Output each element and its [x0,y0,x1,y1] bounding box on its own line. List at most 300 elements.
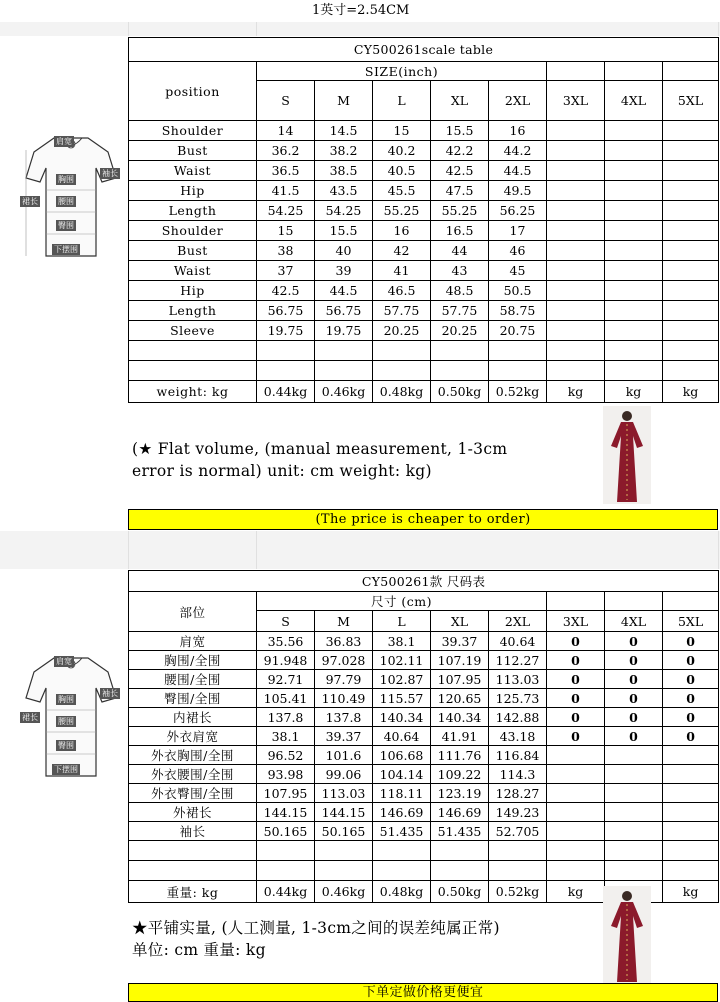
inch-note-line2: error is normal) unit: cm weight: kg) [132,462,432,480]
cm-note [132,917,602,961]
measurement-value: 57.75 [373,301,431,321]
measurement-value: 44.2 [489,141,547,161]
measurement-value: 19.75 [315,321,373,341]
model-photo-inch [603,406,651,504]
measurement-value: 56.25 [489,201,547,221]
measurement-label: 外衣胸围/全围 [129,746,257,765]
measurement-value: 140.34 [373,708,431,727]
measurement-value: 38.1 [373,632,431,651]
measurement-row [129,301,719,321]
measurement-value: 0 [605,651,663,670]
measurement-value: 109.22 [431,765,489,784]
measurement-value: 123.19 [431,784,489,803]
measurement-value: 48.5 [431,281,489,301]
measurement-value: 113.03 [489,670,547,689]
measurement-value [663,784,719,803]
measurement-value: 105.41 [257,689,315,708]
measurement-value: 104.14 [373,765,431,784]
measurement-value: 49.5 [489,181,547,201]
measurement-value: 39 [315,261,373,281]
measurement-value [663,241,719,261]
cm-note-line2: 单位: cm 重量: kg [132,941,266,959]
measurement-label: 袖长 [129,822,257,841]
measurement-value [547,161,605,181]
measurement-value: 137.8 [315,708,373,727]
sketch-label-hip: 臀围 [58,221,74,230]
inch-note-line1: (★ Flat volume, (manual measurement, 1-3cm [132,440,508,458]
measurement-value [547,241,605,261]
measurement-value: 40.64 [373,727,431,746]
measurement-value: 41.91 [431,727,489,746]
measurement-row [129,689,719,708]
measurement-row [129,201,719,221]
measurement-value [663,301,719,321]
measurement-value [605,221,663,241]
inch-banner-text: (The price is cheaper to order) [315,512,531,527]
measurement-value: 38.5 [315,161,373,181]
measurement-value: 102.87 [373,670,431,689]
size-label-2xl: 2XL [489,611,547,632]
position-header: 部位 [129,592,257,632]
measurement-value: 0 [547,651,605,670]
size-label-5xl: 5XL [663,81,719,121]
measurement-row [129,803,719,822]
measurement-value: 101.6 [315,746,373,765]
dress-sketch-inch [16,130,126,260]
measurement-value: 44.5 [489,161,547,181]
measurement-value [547,822,605,841]
weight-value: 0.48kg [373,381,431,403]
top-gap [0,22,720,36]
sketch-label-bust: 胸围 [58,175,74,184]
measurement-value [547,201,605,221]
measurement-value: 38 [257,241,315,261]
measurement-value [663,201,719,221]
size-label-4xl: 4XL [605,611,663,632]
conversion-header: 1英寸=2.54CM [312,3,410,18]
measurement-value: 106.68 [373,746,431,765]
measurement-value: 128.27 [489,784,547,803]
measurement-value [547,301,605,321]
measurement-value [663,803,719,822]
measurement-value: 146.69 [431,803,489,822]
measurement-value: 0 [547,632,605,651]
measurement-value: 0 [663,689,719,708]
measurement-value: 40.2 [373,141,431,161]
measurement-row [129,221,719,241]
measurement-value: 107.19 [431,651,489,670]
sketch-label-hem: 下摆围 [54,765,78,774]
measurement-value: 45.5 [373,181,431,201]
weight-value: 0.44kg [257,881,315,903]
measurement-value [663,261,719,281]
measurement-value [605,281,663,301]
sketch-label-sleeve: 袖长 [102,689,118,698]
sketch-label-bust: 胸围 [58,695,74,704]
measurement-value: 0 [547,727,605,746]
measurement-value [605,746,663,765]
sketch-label-sleeve: 袖长 [102,169,118,178]
measurement-value: 99.06 [315,765,373,784]
measurement-label: Shoulder [129,221,257,241]
measurement-value [663,181,719,201]
measurement-value [547,181,605,201]
measurement-label: Bust [129,241,257,261]
measurement-value: 58.75 [489,301,547,321]
measurement-value: 146.69 [373,803,431,822]
measurement-value: 47.5 [431,181,489,201]
measurement-row [129,670,719,689]
size-label-s: S [257,81,315,121]
measurement-value: 51.435 [431,822,489,841]
measurement-value: 0 [547,670,605,689]
measurement-label: Length [129,201,257,221]
weight-value: kg [663,881,719,903]
measurement-value: 0 [663,727,719,746]
cm-size-table [128,570,719,903]
measurement-value: 20.75 [489,321,547,341]
measurement-value: 15 [373,121,431,141]
measurement-value [663,281,719,301]
size-label-4xl: 4XL [605,81,663,121]
measurement-value: 40.64 [489,632,547,651]
measurement-value [663,161,719,181]
measurement-value: 107.95 [257,784,315,803]
measurement-row [129,281,719,301]
measurement-label: Hip [129,281,257,301]
weight-value: 0.52kg [489,381,547,403]
sketch-label-hem: 下摆围 [54,245,78,254]
measurement-label: 肩宽 [129,632,257,651]
measurement-label: Sleeve [129,321,257,341]
inch-table-title: CY500261scale table [129,38,719,62]
blank-row [129,861,719,881]
measurement-value [605,321,663,341]
measurement-value: 96.52 [257,746,315,765]
measurement-value [663,746,719,765]
measurement-row [129,708,719,727]
middle-gap [0,531,720,569]
measurement-label: Bust [129,141,257,161]
measurement-value: 110.49 [315,689,373,708]
inch-size-table [128,37,719,403]
model-photo-cm [603,886,651,984]
measurement-label: Length [129,301,257,321]
measurement-value: 111.76 [431,746,489,765]
measurement-value: 16 [373,221,431,241]
measurement-value [547,261,605,281]
measurement-label: Hip [129,181,257,201]
measurement-value: 0 [547,689,605,708]
measurement-row [129,321,719,341]
measurement-value [547,765,605,784]
dress-sketch-cm [16,650,126,780]
sketch-label-shoulder: 肩宽 [56,657,72,666]
measurement-value: 107.95 [431,670,489,689]
measurement-value: 17 [489,221,547,241]
weight-value: 0.46kg [315,881,373,903]
measurement-value: 0 [663,670,719,689]
measurement-value [663,321,719,341]
size-label-2xl: 2XL [489,81,547,121]
measurement-label: 外衣肩宽 [129,727,257,746]
measurement-value: 50.165 [257,822,315,841]
measurement-value: 0 [605,708,663,727]
size-label-l: L [373,611,431,632]
measurement-row [129,727,719,746]
measurement-value [547,746,605,765]
measurement-value: 50.5 [489,281,547,301]
measurement-value: 37 [257,261,315,281]
measurement-value: 36.2 [257,141,315,161]
measurement-value [605,181,663,201]
sketch-label-length: 裙长 [22,713,38,722]
weight-value: kg [605,381,663,403]
size-label-m: M [315,611,373,632]
measurement-value [663,121,719,141]
measurement-value: 55.25 [373,201,431,221]
measurement-value [605,803,663,822]
measurement-row [129,121,719,141]
measurement-row [129,181,719,201]
measurement-value [605,161,663,181]
measurement-value: 0 [605,727,663,746]
dress-photo-icon [603,406,651,504]
blank-row [129,841,719,861]
position-header: position [129,62,257,121]
size-label-3xl: 3XL [547,611,605,632]
measurement-value: 42.2 [431,141,489,161]
measurement-row [129,241,719,261]
measurement-value: 44.5 [315,281,373,301]
weight-value: 0.48kg [373,881,431,903]
measurement-value: 44 [431,241,489,261]
measurement-value: 0 [663,651,719,670]
measurement-value [547,784,605,803]
measurement-value: 46 [489,241,547,261]
size-header: 尺寸 (cm) [257,592,547,611]
sketch-label-waist: 腰围 [58,717,74,726]
measurement-value: 0 [663,632,719,651]
measurement-value: 144.15 [315,803,373,822]
measurement-value: 56.75 [257,301,315,321]
size-label-5xl: 5XL [663,611,719,632]
measurement-value: 52.705 [489,822,547,841]
measurement-value [547,221,605,241]
measurement-value: 142.88 [489,708,547,727]
measurement-value: 20.25 [373,321,431,341]
measurement-value [547,281,605,301]
blank-row [129,361,719,381]
measurement-value: 14 [257,121,315,141]
measurement-value: 92.71 [257,670,315,689]
measurement-value: 43.5 [315,181,373,201]
measurement-value: 93.98 [257,765,315,784]
measurement-value: 45 [489,261,547,281]
measurement-value: 50.165 [315,822,373,841]
measurement-value: 125.73 [489,689,547,708]
measurement-value: 36.83 [315,632,373,651]
size-header: SIZE(inch) [257,62,547,81]
weight-value: 0.46kg [315,381,373,403]
measurement-value: 54.25 [257,201,315,221]
cm-table-title: CY500261款 尺码表 [129,571,719,592]
measurement-row [129,784,719,803]
measurement-value: 41.5 [257,181,315,201]
size-label-m: M [315,81,373,121]
measurement-value [605,765,663,784]
measurement-value: 36.5 [257,161,315,181]
measurement-value: 38.1 [257,727,315,746]
cm-price-banner [128,983,718,1002]
measurement-value: 43.18 [489,727,547,746]
measurement-value: 97.028 [315,651,373,670]
measurement-value [605,241,663,261]
sketch-label-shoulder: 肩宽 [56,137,72,146]
measurement-value: 97.79 [315,670,373,689]
weight-value: 0.44kg [257,381,315,403]
measurement-value [663,822,719,841]
measurement-label: 腰围/全围 [129,670,257,689]
measurement-value [605,121,663,141]
measurement-row [129,261,719,281]
measurement-value: 149.23 [489,803,547,822]
measurement-value: 42.5 [257,281,315,301]
measurement-value: 20.25 [431,321,489,341]
measurement-value: 19.75 [257,321,315,341]
measurement-value: 41 [373,261,431,281]
measurement-value: 39.37 [315,727,373,746]
measurement-value: 137.8 [257,708,315,727]
measurement-value: 51.435 [373,822,431,841]
measurement-value: 0 [605,689,663,708]
cm-note-line1: ★平铺实量, (人工测量, 1-3cm之间的误差纯属正常) [132,919,500,937]
dress-outline-icon [16,130,126,260]
measurement-value: 42.5 [431,161,489,181]
measurement-value: 118.11 [373,784,431,803]
measurement-label: 内裙长 [129,708,257,727]
measurement-row [129,141,719,161]
measurement-label: Shoulder [129,121,257,141]
weight-value: kg [663,381,719,403]
measurement-value: 0 [547,708,605,727]
measurement-label: Waist [129,261,257,281]
measurement-value: 40.5 [373,161,431,181]
measurement-value [605,261,663,281]
measurement-value: 113.03 [315,784,373,803]
measurement-value: 15.5 [315,221,373,241]
size-label-3xl: 3XL [547,81,605,121]
measurement-value [547,803,605,822]
measurement-row [129,632,719,651]
measurement-value: 55.25 [431,201,489,221]
size-label-xl: XL [431,81,489,121]
measurement-value: 56.75 [315,301,373,321]
measurement-row [129,651,719,670]
measurement-value: 35.56 [257,632,315,651]
inch-note [132,438,602,482]
measurement-value: 14.5 [315,121,373,141]
sketch-label-hip: 臀围 [58,741,74,750]
measurement-label: 外裙长 [129,803,257,822]
measurement-value [547,121,605,141]
weight-label: weight: kg [129,381,257,403]
sketch-label-waist: 腰围 [58,197,74,206]
measurement-value: 91.948 [257,651,315,670]
measurement-label: 外衣臀围/全围 [129,784,257,803]
measurement-value: 39.37 [431,632,489,651]
weight-value: 0.52kg [489,881,547,903]
measurement-value [605,201,663,221]
measurement-value [547,141,605,161]
weight-value: 0.50kg [431,881,489,903]
measurement-value: 112.27 [489,651,547,670]
weight-label: 重量: kg [129,881,257,903]
measurement-value [605,784,663,803]
measurement-value: 114.3 [489,765,547,784]
measurement-value: 54.25 [315,201,373,221]
measurement-value [605,822,663,841]
measurement-value: 0 [663,708,719,727]
sketch-label-length: 裙长 [22,197,38,206]
measurement-value [605,141,663,161]
measurement-label: Waist [129,161,257,181]
measurement-value: 116.84 [489,746,547,765]
measurement-value [663,141,719,161]
measurement-row [129,746,719,765]
measurement-value: 16 [489,121,547,141]
measurement-value [663,221,719,241]
measurement-row [129,765,719,784]
measurement-row [129,161,719,181]
measurement-value: 46.5 [373,281,431,301]
size-label-xl: XL [431,611,489,632]
cm-banner-text: 下单定做价格更便宜 [362,985,484,1000]
measurement-value: 38.2 [315,141,373,161]
dress-photo-icon [603,886,651,984]
measurement-value: 40 [315,241,373,261]
measurement-value: 120.65 [431,689,489,708]
measurement-value: 57.75 [431,301,489,321]
measurement-value: 42 [373,241,431,261]
size-label-s: S [257,611,315,632]
inch-price-banner [128,509,718,530]
weight-value: kg [547,381,605,403]
measurement-value [605,301,663,321]
measurement-value: 102.11 [373,651,431,670]
measurement-label: 胸围/全围 [129,651,257,670]
blank-row [129,341,719,361]
measurement-value: 15.5 [431,121,489,141]
size-label-l: L [373,81,431,121]
measurement-value: 16.5 [431,221,489,241]
measurement-label: 外衣腰围/全围 [129,765,257,784]
measurement-value: 140.34 [431,708,489,727]
measurement-value: 144.15 [257,803,315,822]
measurement-value [663,765,719,784]
measurement-value: 0 [605,632,663,651]
weight-value: 0.50kg [431,381,489,403]
measurement-value: 115.57 [373,689,431,708]
measurement-value: 15 [257,221,315,241]
weight-row [129,381,719,403]
measurement-label: 臀围/全围 [129,689,257,708]
weight-value: kg [547,881,605,903]
measurement-row [129,822,719,841]
measurement-value: 43 [431,261,489,281]
measurement-value: 0 [605,670,663,689]
measurement-value [547,321,605,341]
